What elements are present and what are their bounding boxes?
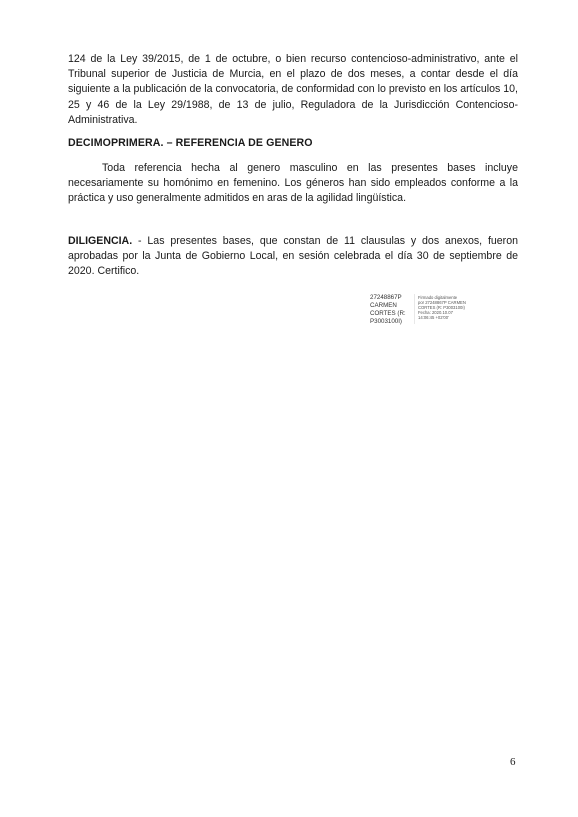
paragraph-legal-appeal: 124 de la Ley 39/2015, de 1 de octubre, o bien recurso contencioso-administrativo, ante el Tribunal superior de Justicia de Murcia, en el plazo de dos meses, a contar desde el día siguiente a la publicación de la convocatoria, de conformidad con lo previsto en los artículos 10, 25 y 46 de la Ley 29/1988, de 13 de julio, Reguladora de la Jurisdicción Contencioso-Administrativa. bbox=[68, 53, 518, 126]
signature-detail-line: Firmado digitalmente bbox=[418, 295, 458, 300]
paragraph-diligence bbox=[68, 234, 518, 280]
signature-detail-line: Fecha: 2020.10.07 bbox=[418, 310, 453, 315]
signature-detail-line: 14:06:45 +02'00' bbox=[418, 315, 449, 320]
page-number: 6 bbox=[510, 756, 516, 768]
signature-detail-line: CORTES (R: P3003100I) bbox=[418, 305, 465, 310]
signature-name-line: 27248867P bbox=[370, 294, 402, 301]
diligence-text: - Las presentes bases, que constan de 11 clausulas y dos anexos, fueron aprobadas por la Junta de Gobierno Local, en sesión celebrada el día 30 de septiembre de 2020. Certifico. bbox=[68, 235, 518, 278]
diligence-label: DILIGENCIA. bbox=[68, 235, 133, 247]
paragraph-gender-reference: Toda referencia hecha al genero masculino en las presentes bases incluye necesariamente su homónimo en femenino. Los géneros han sido empleados conforme a la práctica y uso generalmente admitidos en aras de la agilidad lingüística. bbox=[68, 162, 518, 205]
signature-signer-name bbox=[370, 294, 412, 326]
signature-name-line: CORTES (R: bbox=[370, 310, 406, 317]
signature-name-line: CARMEN bbox=[370, 302, 397, 309]
signature-divider bbox=[414, 294, 415, 324]
section-heading-gender-reference: DECIMOPRIMERA. – REFERENCIA DE GENERO bbox=[68, 137, 313, 149]
signature-name-line: P3003100I) bbox=[370, 318, 402, 325]
digital-signature-stamp bbox=[370, 294, 470, 326]
signature-details bbox=[418, 295, 476, 320]
signature-detail-line: por 27248867P CARMEN bbox=[418, 300, 466, 305]
